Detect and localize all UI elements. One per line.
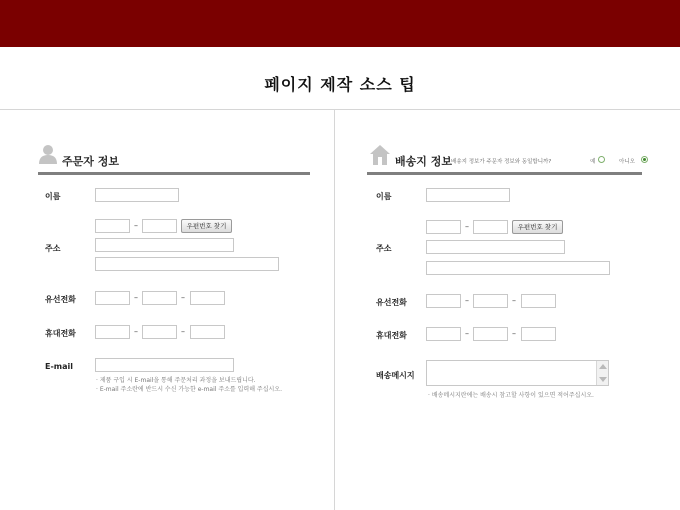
shipping-mobile-dash-2: – bbox=[512, 329, 516, 338]
shipping-address1-input[interactable] bbox=[426, 240, 565, 254]
scroll-down-arrow-icon[interactable] bbox=[599, 377, 607, 382]
shipping-phone3-input[interactable] bbox=[521, 294, 556, 308]
orderer-address1-input[interactable] bbox=[95, 238, 234, 252]
shipping-zip-dash: – bbox=[465, 222, 469, 231]
orderer-name-label: 이름 bbox=[45, 192, 61, 201]
shipping-name-label: 이름 bbox=[376, 192, 392, 201]
shipping-message-textarea[interactable] bbox=[426, 360, 609, 386]
top-banner bbox=[0, 0, 680, 47]
orderer-zip-search-button[interactable]: 우편번호 찾기 bbox=[181, 219, 232, 233]
orderer-phone-dash-1: – bbox=[134, 293, 138, 302]
orderer-zip2-input[interactable] bbox=[142, 219, 177, 233]
orderer-mobile-dash-1: – bbox=[134, 327, 138, 336]
orderer-mobile2-input[interactable] bbox=[142, 325, 177, 339]
shipping-phone2-input[interactable] bbox=[473, 294, 508, 308]
same-yes-radio[interactable] bbox=[598, 156, 605, 163]
orderer-mobile3-input[interactable] bbox=[190, 325, 225, 339]
orderer-mobile-dash-2: – bbox=[181, 327, 185, 336]
orderer-address-label: 주소 bbox=[45, 244, 61, 253]
shipping-phone1-input[interactable] bbox=[426, 294, 461, 308]
orderer-email-note-1: · 제품 구입 시 E-mail을 통해 주문처리 과정을 보내드립니다. bbox=[96, 377, 256, 384]
orderer-phone-label: 유선전화 bbox=[45, 295, 76, 304]
shipping-mobile1-input[interactable] bbox=[426, 327, 461, 341]
orderer-phone2-input[interactable] bbox=[142, 291, 177, 305]
shipping-mobile-label: 휴대전화 bbox=[376, 331, 407, 340]
page-title: 페이지 제작 소스 팁 bbox=[264, 75, 416, 94]
shipping-mobile3-input[interactable] bbox=[521, 327, 556, 341]
orderer-zip-dash: – bbox=[134, 221, 138, 230]
home-icon bbox=[369, 144, 391, 165]
shipping-mobile2-input[interactable] bbox=[473, 327, 508, 341]
orderer-phone3-input[interactable] bbox=[190, 291, 225, 305]
column-divider bbox=[334, 110, 335, 510]
same-no-radio[interactable] bbox=[641, 156, 648, 163]
shipping-message-note: · 배송메시지란에는 배송시 참고할 사항이 있으면 적어주십시오. bbox=[428, 392, 594, 399]
shipping-zip2-input[interactable] bbox=[473, 220, 508, 234]
orderer-email-label: E-mail bbox=[45, 362, 74, 371]
shipping-mobile-dash-1: – bbox=[465, 329, 469, 338]
shipping-zip-search-button[interactable]: 우편번호 찾기 bbox=[512, 220, 563, 234]
orderer-zip1-input[interactable] bbox=[95, 219, 130, 233]
orderer-name-input[interactable] bbox=[95, 188, 179, 202]
shipping-phone-dash-2: – bbox=[512, 296, 516, 305]
header-divider bbox=[0, 109, 680, 110]
shipping-message-label: 배송메시지 bbox=[376, 371, 415, 380]
shipping-name-input[interactable] bbox=[426, 188, 510, 202]
orderer-address2-input[interactable] bbox=[95, 257, 279, 271]
orderer-phone1-input[interactable] bbox=[95, 291, 130, 305]
shipping-title: 배송지 정보 bbox=[395, 155, 452, 168]
orderer-title-bar bbox=[38, 172, 310, 175]
orderer-title: 주문자 정보 bbox=[62, 155, 119, 168]
shipping-title-bar bbox=[367, 172, 642, 175]
shipping-same-question: 배송지 정보가 주문자 정보와 동일합니까? bbox=[451, 159, 552, 165]
person-icon bbox=[38, 144, 58, 164]
orderer-phone-dash-2: – bbox=[181, 293, 185, 302]
shipping-address2-input[interactable] bbox=[426, 261, 610, 275]
orderer-email-note-2: · E-mail 주소란에 반드시 수신 가능한 e-mail 주소를 입력해 주십시오. bbox=[96, 386, 283, 393]
scroll-up-arrow-icon[interactable] bbox=[599, 364, 607, 369]
orderer-email-input[interactable] bbox=[95, 358, 234, 372]
same-no-label: 아니오 bbox=[619, 159, 635, 165]
orderer-mobile1-input[interactable] bbox=[95, 325, 130, 339]
shipping-phone-dash-1: – bbox=[465, 296, 469, 305]
orderer-mobile-label: 휴대전화 bbox=[45, 329, 76, 338]
shipping-zip1-input[interactable] bbox=[426, 220, 461, 234]
message-scrollbar[interactable] bbox=[596, 361, 608, 385]
shipping-phone-label: 유선전화 bbox=[376, 298, 407, 307]
shipping-address-label: 주소 bbox=[376, 244, 392, 253]
same-yes-label: 예 bbox=[590, 159, 596, 165]
